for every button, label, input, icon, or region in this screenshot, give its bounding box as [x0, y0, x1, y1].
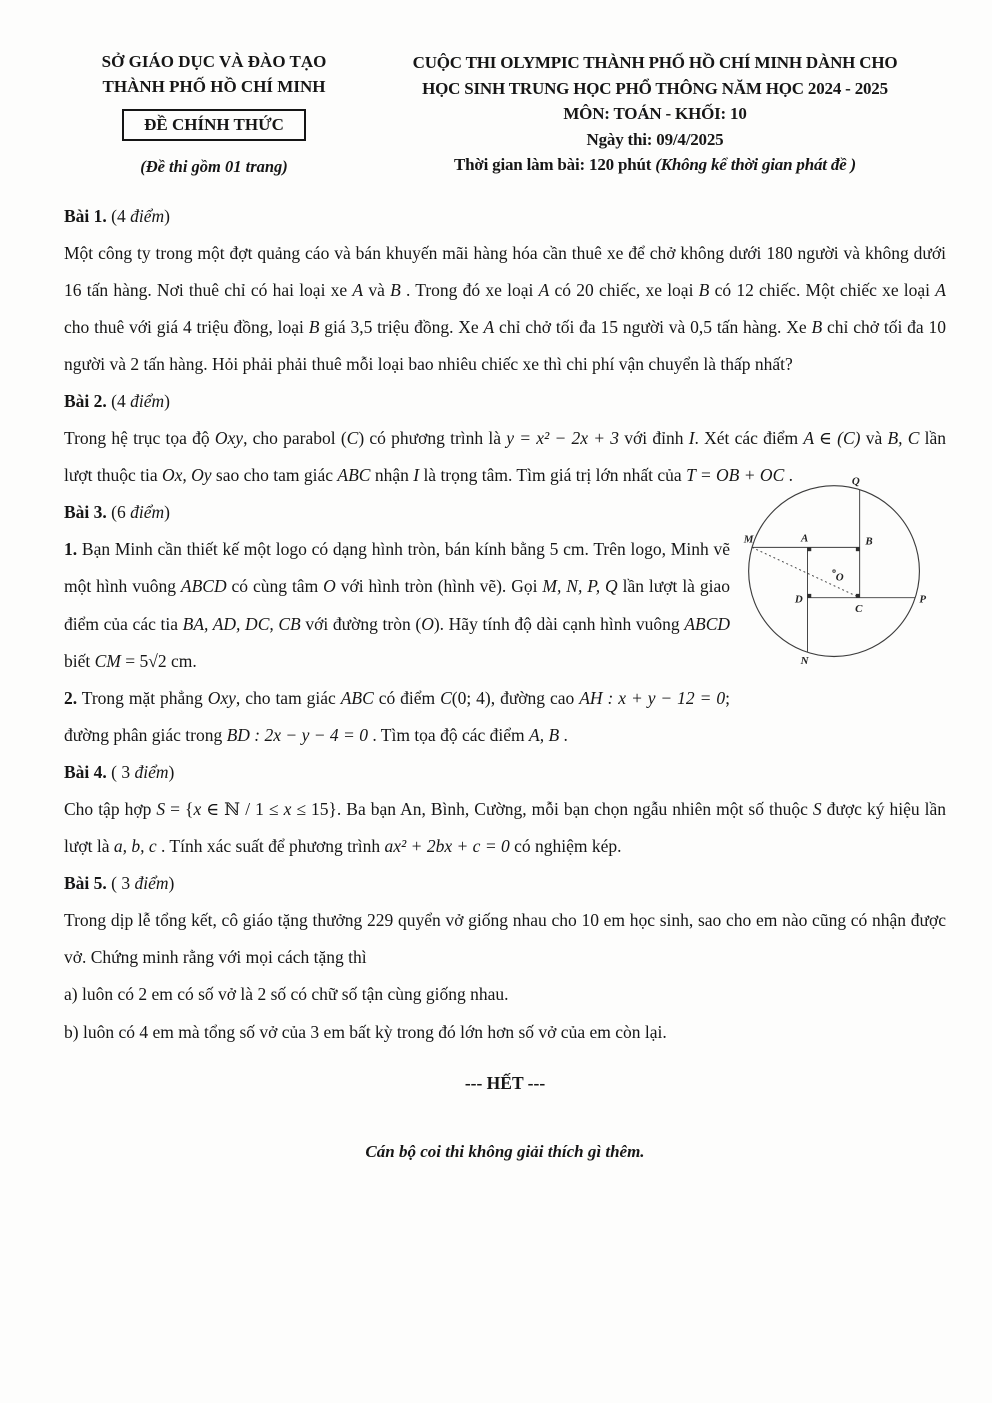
text-segment: ABC: [337, 465, 371, 486]
official-exam-box: ĐỀ CHÍNH THỨC: [122, 109, 306, 141]
text-segment: (4: [111, 390, 131, 411]
text-segment: với đường tròn (: [300, 613, 422, 634]
text-segment: (4: [111, 205, 131, 226]
text-segment: B, C: [887, 428, 920, 449]
text-segment: A ∈ (C): [803, 428, 861, 449]
text-segment: Cho tập hợp: [64, 799, 157, 819]
text-segment: ; đường phân giác trong: [64, 687, 730, 745]
text-segment: = {: [165, 799, 194, 819]
contest-title-line-2: HỌC SINH TRUNG HỌC PHỔ THÔNG NĂM HỌC 2024 - 2025: [422, 78, 888, 98]
label-D: D: [794, 593, 803, 606]
label-B: B: [865, 535, 873, 548]
label-A: A: [800, 532, 809, 545]
text-segment: = 5√2 cm.: [120, 650, 197, 671]
text-segment: ABCD: [684, 613, 731, 634]
text-segment: M, N, P, Q: [542, 576, 618, 597]
text-segment: ): [164, 502, 170, 523]
text-segment: ( 3: [111, 761, 135, 782]
text-segment: B: [811, 316, 823, 337]
text-segment: ABC: [340, 687, 374, 708]
text-segment: , cho parabol (: [243, 428, 347, 449]
text-segment: Oxy: [207, 687, 236, 708]
text-segment: (0; 4), đường cao: [451, 687, 580, 708]
text-segment: I: [688, 428, 695, 449]
text-segment: Một công ty trong một đợt quảng cáo và bán khuyến mãi hàng hóa cần thuê xe để chở không dưới 180 người và không dưới 16 tấn hàng. Nơi thuê chỉ có hai loại xe: [64, 242, 946, 300]
problem-1-paragraph-1: [64, 235, 946, 383]
corner-mark-A: [807, 548, 811, 552]
text-segment: ): [164, 390, 170, 411]
text-segment: x: [283, 799, 292, 819]
problems: [64, 198, 946, 1051]
label-M: M: [743, 533, 754, 546]
text-segment: A: [483, 316, 495, 337]
text-segment: cho thuê với giá 4 triệu đồng, loại: [64, 316, 309, 337]
duration-text: Thời gian làm bài: 120 phút: [453, 155, 656, 174]
problem-5-paragraph-3: [64, 1014, 946, 1051]
subject-grade-line: MÔN: TOÁN - KHỐI: 10: [563, 104, 747, 123]
duration-note: (Không kể thời gian phát đề ): [655, 155, 856, 174]
text-segment: ): [168, 761, 175, 782]
authority-line-1: SỞ GIÁO DỤC VÀ ĐÀO TẠO: [101, 52, 327, 71]
label-P: P: [919, 593, 927, 606]
text-segment: .: [784, 465, 793, 486]
text-segment: AH : x + y − 12 = 0: [579, 687, 726, 708]
text-segment: nhận: [370, 465, 414, 486]
text-segment: ): [164, 205, 170, 226]
text-segment: có cùng tâm: [226, 576, 324, 597]
problem-4: [64, 754, 946, 865]
contest-title-block: [364, 50, 946, 178]
text-segment: a, b, c: [113, 836, 157, 857]
text-segment: ): [168, 873, 175, 894]
text-segment: ABCD: [180, 576, 227, 597]
problem-2-heading: [64, 383, 946, 420]
corner-mark-D: [807, 594, 811, 598]
text-segment: a) luôn có 2 em có số vở là 2 số có chữ số tận cùng giống nhau.: [64, 984, 509, 1005]
label-N: N: [800, 655, 809, 668]
text-segment: B: [390, 279, 401, 300]
label-O: O: [835, 571, 844, 584]
page-count-note: (Đề thi gồm 01 trang): [140, 157, 288, 177]
text-segment: S: [156, 799, 166, 819]
text-segment: ) có phương trình là: [358, 428, 507, 449]
text-segment: với đỉnh: [619, 428, 689, 449]
text-segment: có nghiệm kép.: [509, 836, 622, 857]
text-segment: điểm: [130, 205, 165, 226]
text-segment: C: [440, 687, 452, 708]
text-segment: lần lượt thuộc tia: [64, 428, 947, 486]
text-segment: T = OB + OC: [686, 465, 785, 486]
text-segment: Ox, Oy: [161, 465, 212, 486]
text-segment: và: [363, 279, 391, 300]
text-segment: b) luôn có 4 em mà tổng số vở của 3 em bất kỳ trong đó lớn hơn số vở của em còn lại.: [64, 1021, 667, 1042]
text-segment: S: [812, 799, 822, 819]
problem-3-paragraph-2: [64, 680, 946, 754]
problem-5: [64, 865, 946, 1050]
text-segment: A: [935, 279, 946, 300]
text-segment: , cho tam giác: [235, 687, 341, 708]
proctor-note: Cán bộ coi thi không giải thích gì thêm.: [365, 1141, 645, 1161]
text-segment: Bài 1.: [64, 205, 112, 226]
text-segment: điểm: [134, 761, 169, 782]
text-segment: ∈ ℕ / 1 ≤: [201, 799, 284, 819]
problem-1: [64, 198, 946, 383]
text-segment: điểm: [134, 873, 169, 894]
text-segment: Trong hệ trục tọa độ: [64, 428, 215, 449]
corner-mark-B: [856, 548, 860, 552]
text-segment: Bạn Minh cần thiết kế một logo có dạng hình tròn, bán kính bằng 5 cm. Trên logo, Minh vẽ một hình vuông: [64, 539, 730, 597]
text-segment: Bài 2.: [64, 390, 112, 411]
duration-line: [364, 152, 946, 178]
text-segment: điểm: [130, 502, 165, 523]
text-segment: I: [413, 465, 420, 486]
problem-5-paragraph-1: [64, 902, 946, 976]
text-segment: Bài 5.: [64, 873, 112, 894]
corner-mark-C: [856, 594, 860, 598]
problem-4-heading: [64, 754, 946, 791]
text-segment: có 12 chiếc. Một chiếc xe loại: [709, 279, 936, 300]
problem-1-heading: [64, 198, 946, 235]
text-segment: chỉ chở tối đa 15 người và 0,5 tấn hàng. Xe: [494, 316, 812, 337]
text-segment: 1.: [64, 539, 78, 560]
text-segment: sao cho tam giác: [211, 465, 338, 486]
text-segment: Bài 4.: [64, 761, 112, 782]
text-segment: Bài 3.: [64, 502, 112, 523]
text-segment: lần lượt là giao điểm của các tia: [64, 576, 731, 634]
text-segment: chỉ chở tối đa 10 người và 2 tấn hàng. Hỏi phải phải thuê mỗi loại bao nhiêu chiếc xe thì chi phí vận chuyển là thấp nhất?: [64, 316, 946, 374]
authority-line-2: THÀNH PHỐ HỒ CHÍ MINH: [102, 76, 326, 96]
label-C: C: [855, 603, 863, 616]
text-segment: x: [193, 799, 202, 819]
text-segment: biết: [64, 650, 95, 671]
end-marker: --- HẾT ---: [464, 1072, 546, 1093]
text-segment: có 20 chiếc, xe loại: [549, 279, 699, 300]
text-segment: C: [346, 428, 359, 449]
text-segment: ≤ 15}. Ba bạn An, Bình, Cường, mỗi bạn chọn ngẫu nhiên một số thuộc: [291, 799, 813, 819]
text-segment: A: [538, 279, 550, 300]
text-segment: O: [421, 613, 434, 634]
text-segment: với hình tròn (hình vẽ). Gọi: [335, 576, 543, 597]
text-segment: A: [352, 279, 364, 300]
text-segment: 2.: [64, 687, 78, 708]
issuing-authority-block: [64, 50, 364, 177]
text-segment: và: [860, 428, 888, 449]
text-segment: có điểm: [373, 687, 441, 708]
text-segment: Oxy: [214, 428, 244, 449]
text-segment: là trọng tâm. Tìm giá trị lớn nhất của: [419, 465, 687, 486]
text-segment: . Trong đó xe loại: [400, 279, 539, 300]
problem-3: [64, 476, 946, 754]
text-segment: ( 3: [111, 873, 135, 894]
text-segment: y = x² − 2x + 3: [506, 428, 620, 449]
circle-O: [749, 486, 920, 657]
text-segment: (6: [111, 502, 131, 523]
text-segment: O: [323, 576, 336, 597]
text-segment: Trong dịp lễ tổng kết, cô giáo tặng thưởng 229 quyển vở giống nhau cho 10 em học sinh, sao cho em nào cũng có nhận được vở. Chứng minh rằng với mọi cách tặng thì: [64, 910, 946, 968]
text-segment: . Tính xác suất để phương trình: [156, 836, 385, 857]
text-segment: CM: [94, 650, 121, 671]
text-segment: ). Hãy tính độ dài cạnh hình vuông: [433, 613, 685, 634]
text-segment: A, B: [529, 724, 560, 745]
text-segment: BD : 2x − y − 4 = 0: [226, 724, 368, 745]
exam-header: [64, 50, 946, 178]
exam-date-line: Ngày thi: 09/4/2025: [586, 129, 724, 149]
text-segment: điểm: [130, 390, 165, 411]
text-segment: B: [308, 316, 320, 337]
text-segment: BA, AD, DC, CB: [182, 613, 301, 634]
text-segment: B: [698, 279, 710, 300]
text-segment: . Tìm tọa độ các điểm: [367, 724, 529, 745]
problem-4-paragraph-1: [64, 791, 946, 865]
text-segment: giá 3,5 triệu đồng. Xe: [319, 316, 484, 337]
text-segment: ax² + 2bx + c = 0: [384, 836, 510, 857]
text-segment: Trong mặt phẳng: [77, 687, 208, 708]
text-segment: .: [559, 724, 568, 745]
problem-5-paragraph-2: [64, 976, 946, 1013]
text-segment: . Xét các điểm: [694, 428, 804, 449]
contest-title-line-1: CUỘC THI OLYMPIC THÀNH PHỐ HỒ CHÍ MINH DÀNH CHO: [412, 53, 898, 72]
label-Q: Q: [851, 476, 860, 489]
text-segment: được ký hiệu lần lượt là: [64, 799, 947, 857]
problem-5-heading: [64, 865, 946, 902]
